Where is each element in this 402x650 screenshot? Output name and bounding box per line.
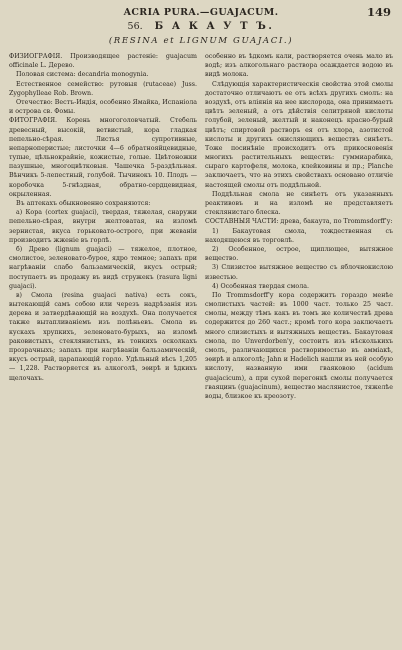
paragraph: По Trommsdorff'у кора содержитъ гораздо менѣе смолистыхъ частей: въ 1000 част. только 25 част. смолы, между тѣмъ какъ въ томъ же количествѣ древа содержится до 260 част.; кромѣ того кора заключаетъ много слизистыхъ и вытяжныхъ веществъ. Бакаутовая смола, по Unverdorben'у, состоитъ изъ нѣсколькихъ смолъ, различающихся растворимостью въ амміакѣ, эѳирѣ и алкоголѣ; Jahn и Hadelich нашли въ ней особую кислоту, названную ими гваяковою (acidum guajacicum), а при сухой перегонкѣ смолы получается гваяцинъ (guajacinum), вещество маслянистое, тяжелѣе воды, близкое къ креозоту. bbox=[205, 291, 393, 400]
paragraph: Половая система: decandria monogynia. bbox=[16, 71, 149, 79]
article-latin-title: (RESINA et LIGNUM GUAJACI.) bbox=[108, 36, 294, 46]
paragraph: в) Смола (resina guajaci nativa) есть сокъ, вытекающій самъ собою или черезъ надрѣзанія изъ дерева и затвердѣвающій на воздухѣ. Она получается также вытапливаніемъ изъ полѣньевъ. Смола въ кускахъ хрупкихъ, зеленовато-бурыхъ, на изломѣ раковистыхъ, стеклянистыхъ, въ тонкихъ осколкахъ прозрачныхъ; запахъ при нагрѣваніи бальзамическій, вкусъ острый, царапающій горло. Удѣльный вѣсъ 1,205 — 1,228. Растворяется въ алкоголѣ, эѳирѣ и ѣдкихъ щелочахъ. bbox=[9, 291, 197, 382]
paragraph: ФИЗИОГРАФІЯ. Производящее растеніе: guajacum officinale L. Дерево. bbox=[9, 53, 197, 70]
right-column bbox=[205, 52, 393, 401]
paragraph: Въ аптекахъ обыкновенно сохраняются: bbox=[16, 200, 151, 207]
paragraph: 4) Особенная твердая смола. bbox=[212, 282, 309, 290]
paragraph: Естественное семейство: рутовыя (rutaceae) Juss. Zygophylleae Rob. Brown. bbox=[9, 80, 197, 97]
running-head bbox=[9, 5, 393, 19]
left-column bbox=[9, 52, 197, 401]
article-number: 56. bbox=[127, 21, 143, 32]
article-title-row bbox=[9, 21, 393, 35]
paragraph: ФИТОГРАФІЯ. Корень многоголовчатый. Стебель древесный, высокій, ветвистый, кора гладкая пепельно-сѣрая. Листья супротивные, непарноперистые; листочки 4—6 обратнояйцевидные, тупые, цѣльнокрайніе, кожистые, голые. Цвѣтоножки пазушные, многоцвѣтковыя. Чашечка 5-раздѣльная. Вѣнчикъ 5-лепестный, голубой. Тычинокъ 10. Плодъ — коробочка 5-гнѣздная, обратно-сердцевидная, окрыленная. bbox=[9, 117, 197, 198]
paragraph: 3) Слизистое вытяжное вещество съ яблочнокислою известью. bbox=[205, 264, 393, 281]
page-number: 149 bbox=[366, 5, 391, 19]
paragraph: Слѣдующія характеристическія свойства этой смолы достаточно отличаютъ ее отъ всѣхъ другихъ смолъ: на воздухѣ, отъ вліянія на нее кислорода, она принимаетъ цвѣтъ зеленый, а отъ дѣйствія селитряной кислоты голубой, зеленый, желтый и наконецъ красно-бурый цвѣтъ; спиртовой растворъ ея отъ хлора, азотистой кислоты и другихъ окисляющихъ веществъ синѣетъ. Тоже посинѣніе происходитъ отъ прикосновенія многихъ растительныхъ веществъ: гуммиарабика, сыраго картофеля, молока, клейковины и пр.; Planche заключаетъ, что на этихъ свойствахъ основано отличіе настоящей смолы отъ поддѣльной. bbox=[205, 80, 393, 189]
article-title: Б А К А У Т Ъ. bbox=[154, 21, 275, 32]
paragraph: 1) Бакаутовая смола, тождественная съ находящеюся въ торговлѣ. bbox=[205, 227, 393, 244]
running-head-title: ACRIA PURA.—GUAJACUM. bbox=[123, 7, 279, 18]
paragraph: особенно въ ѣдкомъ кали, растворяется очень мало въ водѣ; изъ алкогольнаго раствора осаждается водою въ видѣ молока. bbox=[205, 53, 393, 79]
paragraph: СОСТАВНЫЯ ЧАСТИ: древа, бакаута, по Trommsdorff'у: bbox=[205, 218, 393, 226]
paragraph: 2) Особенное, острое, щиплющее, вытяжное вещество. bbox=[205, 245, 393, 263]
text-columns bbox=[9, 52, 393, 401]
paragraph: Отечество: Вестъ-Индія, особенно Ямайка, Испаніола и острова св. Фомы. bbox=[9, 98, 197, 116]
paragraph: Поддѣльная смола не синѣетъ отъ указанныхъ реактивовъ и на изломѣ не представляетъ стеклянистаго блеска. bbox=[205, 190, 393, 217]
paragraph: а) Кора (cortex guajaci), твердая, тяжелая, снаружи пепельно-сѣрая, внутри желтоватая, на изломѣ зернистая, вкуса горьковато-острого, при жеваніи производитъ жженіе въ горлѣ. bbox=[9, 209, 197, 244]
paragraph: б) Древо (lignum guajaci) — тяжелое, плотное, смолистое, зеленовато-бурое, ядро темное; запахъ при нагрѣваніи слабо бальзамическій, вкусъ острый; поступаетъ въ продажу въ видѣ стружекъ (rasura ligni guajaci). bbox=[9, 245, 197, 290]
